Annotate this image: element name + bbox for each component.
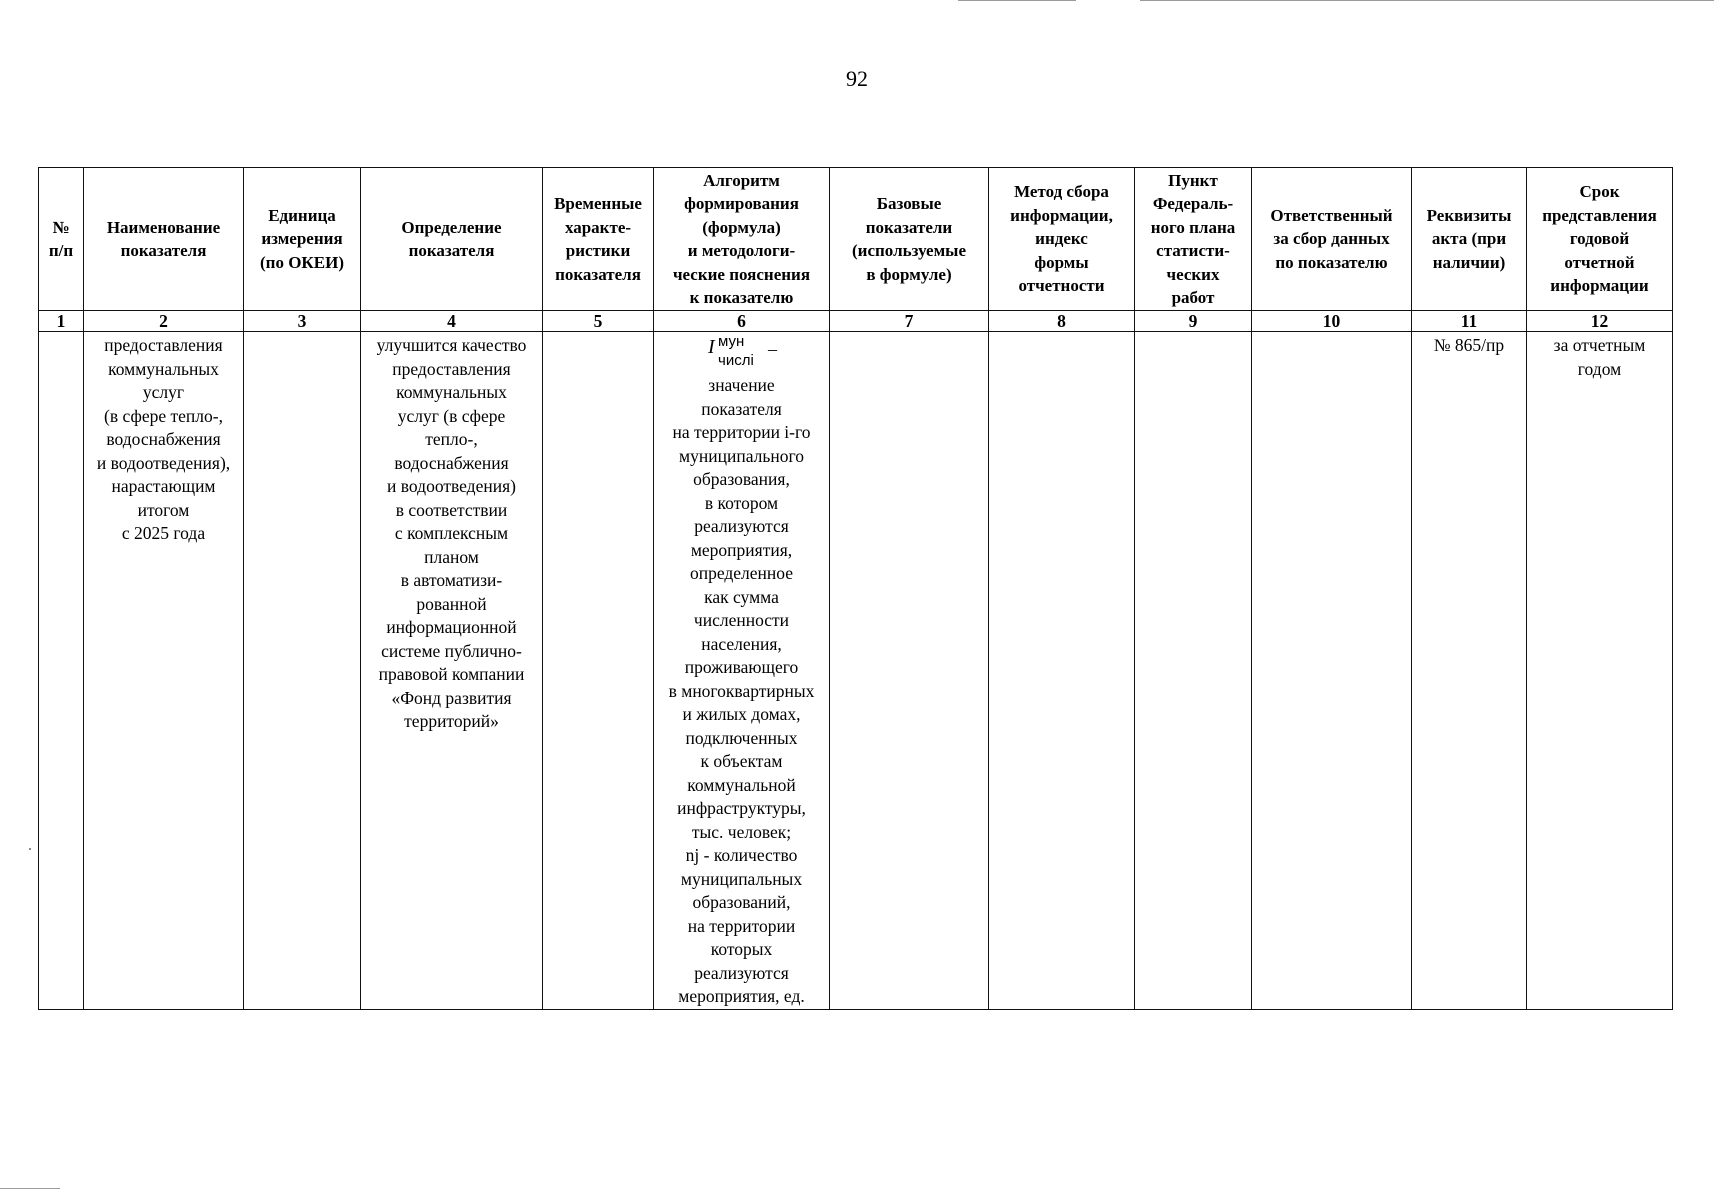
text-line: водоснабжения <box>394 452 509 473</box>
text-line: в автоматизи- <box>400 570 503 590</box>
text-line: реализуются <box>694 962 789 983</box>
text-line: услуг <box>142 382 185 402</box>
text-line: Базовые <box>876 194 942 213</box>
cell-text <box>1528 180 1671 298</box>
text-line: мероприятия, ед. <box>678 986 805 1006</box>
header-cell <box>84 168 244 311</box>
formula-superscript: мун <box>718 333 745 350</box>
text-line: (используемые <box>852 241 966 260</box>
text-line: Федераль- <box>1152 194 1234 213</box>
text-line: (по ОКЕИ) <box>260 252 344 272</box>
text-line: тепло-, <box>425 429 478 449</box>
formula-symbol: I <box>708 336 715 358</box>
cell-text <box>1413 204 1525 275</box>
text-line: формирования <box>684 194 799 213</box>
text-line: акта (при <box>1431 229 1507 249</box>
text-line: работ <box>1171 288 1215 307</box>
text-line: в котором <box>704 492 779 513</box>
text-line: образования, <box>693 469 790 489</box>
cell-text <box>831 192 987 286</box>
column-number-row <box>39 311 1673 332</box>
scan-artifact-dot <box>29 848 31 850</box>
text-line: ческих <box>1166 264 1220 284</box>
text-line: и жилых домах, <box>682 704 801 724</box>
text-line: информации <box>1550 276 1649 296</box>
text-line: характе- <box>564 217 632 237</box>
text-line: № 865/пр <box>1433 335 1505 355</box>
header-cell <box>39 168 84 311</box>
text-line: Пункт <box>1168 170 1218 190</box>
cell-base-indicators <box>830 332 989 1010</box>
cell-text <box>245 204 359 275</box>
text-line: показатели <box>865 217 953 237</box>
header-cell <box>543 168 654 311</box>
text-line: Метод сбора <box>1014 182 1109 202</box>
text-line: (в сфере тепло-, <box>104 405 223 426</box>
cell-statistics-plan-item <box>1135 332 1252 1010</box>
cell-row-number <box>39 332 84 1010</box>
text-line: населения, <box>701 633 782 654</box>
cell-responsible <box>1252 332 1412 1010</box>
text-line: с 2025 года <box>121 523 206 543</box>
cell-algorithm <box>654 332 830 1010</box>
header-cell <box>1252 168 1412 311</box>
text-line: коммунальных <box>396 382 507 402</box>
text-line: Единица <box>268 205 336 225</box>
formula-dash: – <box>768 339 777 359</box>
text-line: муниципальных <box>680 868 803 889</box>
text-line: п/п <box>48 241 74 260</box>
scan-artifact-line <box>1140 0 1714 1</box>
text-line: правовой компании <box>378 664 525 684</box>
text-line: территорий» <box>404 711 499 731</box>
cell-text <box>990 180 1133 298</box>
text-line: водоснабжения <box>106 429 221 449</box>
text-line: годовой <box>1569 229 1630 249</box>
text-line: в формуле) <box>866 264 952 284</box>
text-line: к объектам <box>700 751 783 771</box>
indicator-table <box>38 167 1673 1010</box>
cell-text <box>655 169 828 310</box>
cell-text <box>85 334 242 546</box>
text-line: и водоотведения), <box>96 452 231 473</box>
text-line: информации, <box>1010 205 1113 225</box>
cell-indicator-name <box>84 332 244 1010</box>
text-line: проживающего <box>684 657 799 677</box>
cell-text <box>40 216 82 263</box>
cell-definition <box>361 332 543 1010</box>
text-line: «Фонд развития <box>391 687 512 708</box>
text-line: показателя <box>408 241 495 260</box>
table-row <box>39 332 1673 1010</box>
cell-text <box>544 192 652 286</box>
text-line: Определение <box>401 217 502 237</box>
header-cell <box>654 168 830 311</box>
cell-text <box>1136 169 1250 310</box>
text-line: представления <box>1542 205 1657 225</box>
cell-text <box>85 216 242 263</box>
text-line: на территории i-го <box>672 422 811 442</box>
cell-text <box>655 374 828 1009</box>
cell-reporting-deadline <box>1527 332 1673 1010</box>
column-number: 2 <box>84 311 244 332</box>
text-line: муниципального <box>679 445 804 466</box>
text-line: по показателю <box>1275 252 1388 272</box>
text-line: Наименование <box>106 217 221 237</box>
text-line: Реквизиты <box>1426 205 1512 225</box>
column-number: 3 <box>244 311 361 332</box>
text-line: Ответственный <box>1270 205 1393 225</box>
text-line: формы <box>1034 252 1089 272</box>
cell-text <box>362 216 541 263</box>
cell-collection-method <box>989 332 1135 1010</box>
text-line: образований, <box>692 892 791 912</box>
header-cell <box>1527 168 1673 311</box>
cell-unit <box>244 332 361 1010</box>
text-line: индекс <box>1035 229 1088 249</box>
text-line: численности <box>693 610 790 630</box>
cell-text <box>362 334 541 734</box>
text-line: инфраструктуры, <box>677 798 806 818</box>
header-cell <box>1135 168 1252 311</box>
text-line: наличии) <box>1432 252 1506 272</box>
text-line: итогом <box>137 499 190 520</box>
cell-text <box>1413 334 1525 358</box>
text-line: предоставления <box>104 335 223 355</box>
text-line: за сбор данных <box>1273 229 1390 249</box>
text-line: Алгоритм <box>703 170 780 190</box>
text-line: системе публично- <box>381 640 522 661</box>
cell-time-characteristics <box>543 332 654 1010</box>
text-line: ного плана <box>1150 217 1236 237</box>
header-cell <box>244 168 361 311</box>
column-number: 7 <box>830 311 989 332</box>
header-row <box>39 168 1673 311</box>
text-line: с комплексным <box>394 523 509 543</box>
text-line: ческие пояснения <box>672 264 811 284</box>
text-line: рованной <box>416 593 487 614</box>
column-number: 4 <box>361 311 543 332</box>
text-line: статисти- <box>1156 241 1230 260</box>
page-number: 92 <box>846 66 868 91</box>
column-number: 11 <box>1412 311 1527 332</box>
text-line: на территории <box>687 915 796 936</box>
text-line: № <box>52 217 70 237</box>
text-line: планом <box>424 546 479 567</box>
text-line: в соответствии <box>395 499 508 520</box>
text-line: которых <box>710 939 773 959</box>
text-line: (формула) <box>702 217 781 237</box>
text-line: измерения <box>261 229 343 249</box>
text-line: предоставления <box>392 358 511 379</box>
text-line: ристики <box>565 241 631 260</box>
header-cell <box>830 168 989 311</box>
cell-act-details <box>1412 332 1527 1010</box>
column-number: 10 <box>1252 311 1412 332</box>
text-line: определенное <box>689 563 794 583</box>
header-cell <box>361 168 543 311</box>
column-number: 8 <box>989 311 1135 332</box>
text-line: показателя <box>120 241 207 260</box>
text-line: в многоквартирных <box>668 680 815 701</box>
header-cell <box>1412 168 1527 311</box>
formula <box>655 334 828 374</box>
text-line: и методологи- <box>687 241 796 260</box>
column-number: 9 <box>1135 311 1252 332</box>
column-number: 12 <box>1527 311 1673 332</box>
text-line: нарастающим <box>111 476 216 496</box>
text-line: nj - количество <box>685 845 798 865</box>
text-line: коммунальной <box>687 774 796 795</box>
text-line: информационной <box>386 617 517 637</box>
text-line: показателя <box>701 398 782 419</box>
text-line: как сумма <box>704 586 779 607</box>
text-line: Срок <box>1579 182 1620 202</box>
scan-artifact-line <box>958 0 1076 1</box>
text-line: коммунальных <box>108 358 219 379</box>
header-cell <box>989 168 1135 311</box>
text-line: улучшится качество <box>376 335 527 355</box>
text-line: за отчетным <box>1553 335 1646 355</box>
text-line: показателя <box>555 264 641 284</box>
text-line: Временные <box>554 194 642 213</box>
text-line: значение <box>708 375 775 395</box>
text-line: подключенных <box>685 727 798 748</box>
text-line: тыс. человек; <box>691 821 792 842</box>
column-number: 5 <box>543 311 654 332</box>
text-line: реализуются <box>694 516 789 536</box>
text-line: и водоотведения) <box>387 476 516 496</box>
column-number: 6 <box>654 311 830 332</box>
column-number: 1 <box>39 311 84 332</box>
scan-artifact-line <box>0 1188 60 1189</box>
cell-text <box>1253 204 1410 275</box>
cell-text <box>1528 334 1671 381</box>
formula-subscript: числi <box>718 352 754 369</box>
text-line: годом <box>1577 358 1622 379</box>
text-line: услуг (в сфере <box>397 405 506 426</box>
text-line: мероприятия, <box>690 539 793 560</box>
text-line: отчетности <box>1018 276 1105 296</box>
text-line: к показателю <box>689 288 794 307</box>
text-line: отчетной <box>1564 252 1635 272</box>
